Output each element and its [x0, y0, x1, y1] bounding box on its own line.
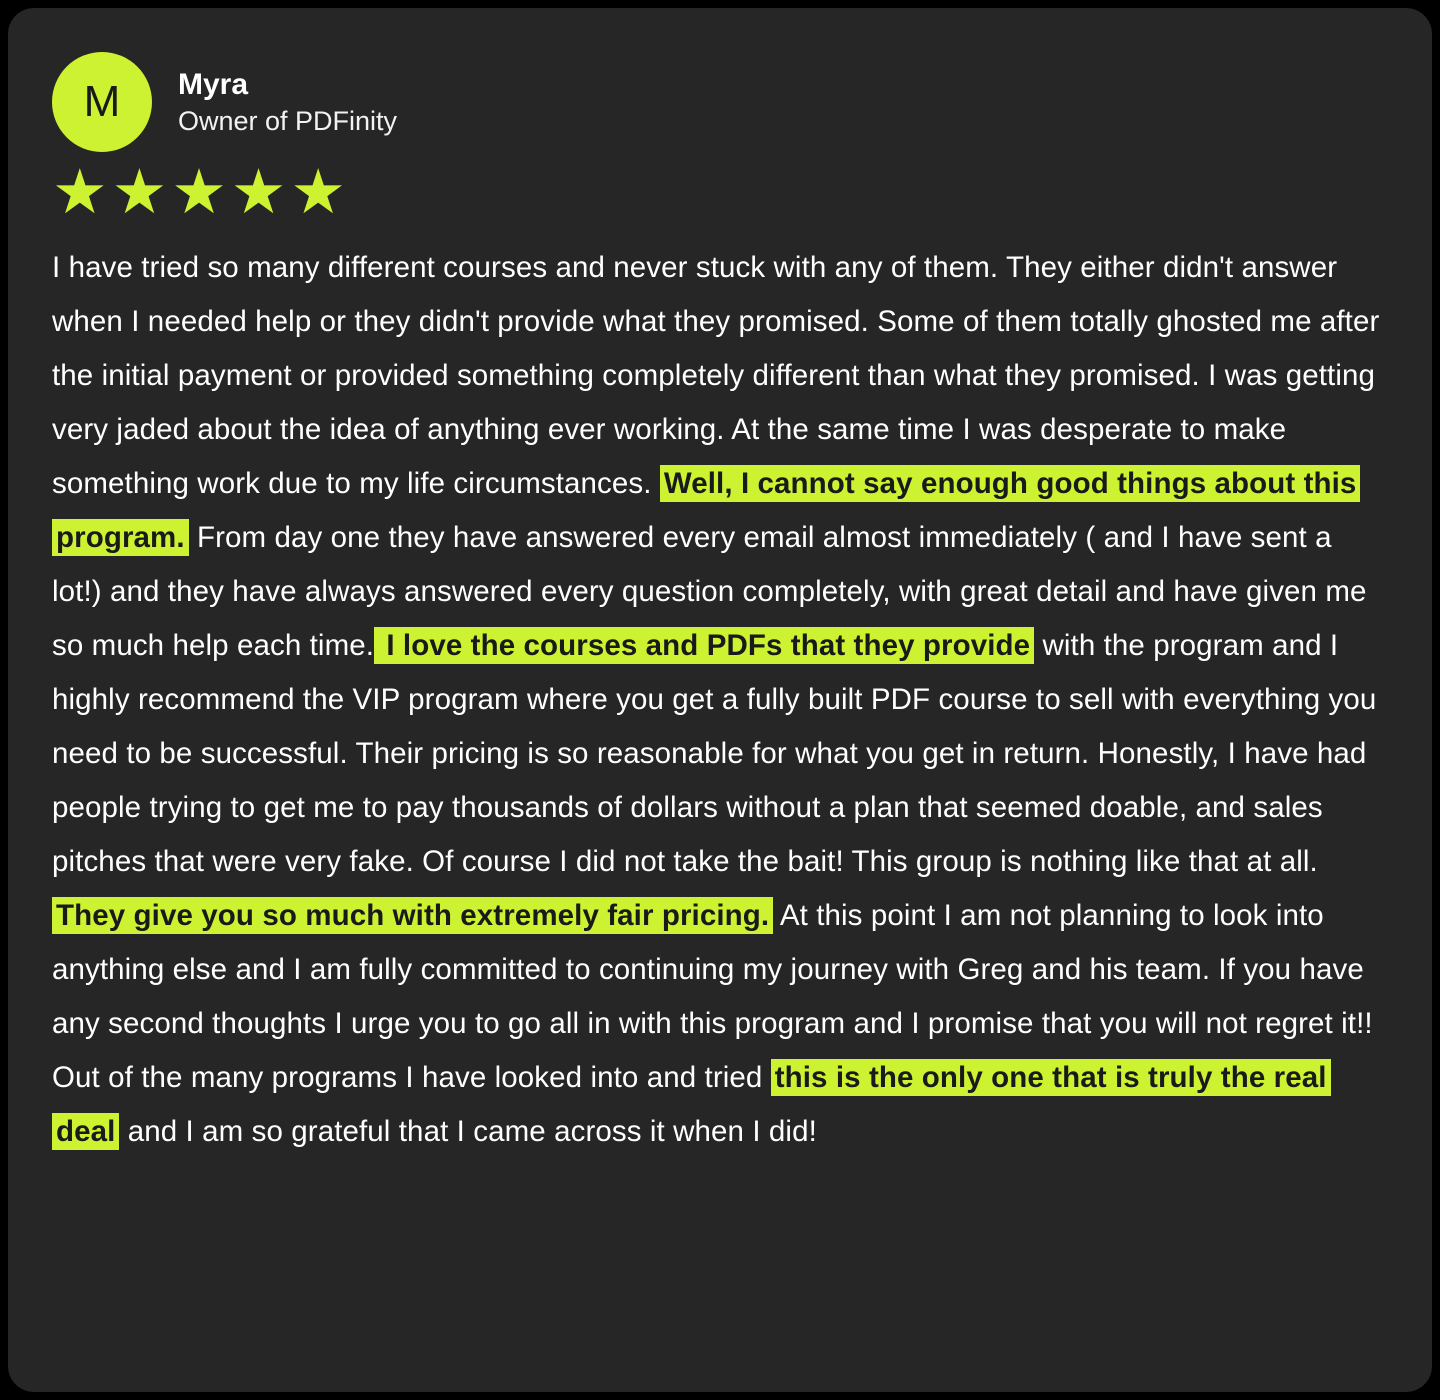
star-icon: ★ [52, 158, 108, 227]
reviewer-identity [178, 68, 397, 137]
review-body [52, 241, 1388, 1159]
star-icon: ★ [290, 158, 346, 227]
reviewer-header [52, 52, 1388, 152]
review-highlight: They give you so much with extremely fair pricing. [52, 897, 773, 934]
star-icon: ★ [171, 158, 227, 227]
review-highlight: Well, I cannot say enough good things about this program. [52, 465, 1360, 556]
review-segment: and I am so grateful that I came across it when I did! [119, 1114, 817, 1148]
review-segment: From day one they have answered every email almost immediately ( and I have sent a lot!) and they have always answered every question completely, with great detail and have given me so much help each time. [52, 520, 1367, 662]
reviewer-name: Myra [178, 67, 249, 101]
star-rating [52, 158, 1388, 227]
review-highlight: I love the courses and PDFs that they provide [374, 627, 1034, 664]
review-segment: I have tried so many different courses and never stuck with any of them. They either didn't answer when I needed help or they didn't provide what they promised. Some of them totally ghosted me after the initial payment or provided something completely different than what they promised. I was getting very jaded about the idea of anything ever working. At the same time I was desperate to make something work due to my life circumstances. [52, 250, 1380, 500]
star-icon: ★ [230, 158, 287, 227]
star-icon: ★ [111, 158, 168, 227]
reviewer-role: Owner of PDFinity [178, 105, 398, 136]
testimonial-card [8, 8, 1432, 1392]
review-segment: At this point I am not planning to look into anything else and I am fully committed to continuing my journey with Greg and his team. If you have any second thoughts I urge you to go all in with this program and I promise that you will not regret it!! Out of the many programs I have looked into and tried [52, 898, 1373, 1094]
review-highlight: this is the only one that is truly the real deal [52, 1059, 1331, 1150]
avatar: M [52, 52, 152, 152]
review-segment: with the program and I highly recommend the VIP program where you get a fully built PDF course to sell with everything you need to be successful. Their pricing is so reasonable for what you get in return. Honestly, I have had people trying to get me to pay thousands of dollars without a plan that seemed doable, and sales pitches that were very fake. Of course I did not take the bait! This group is nothing like that at all. [52, 628, 1377, 878]
